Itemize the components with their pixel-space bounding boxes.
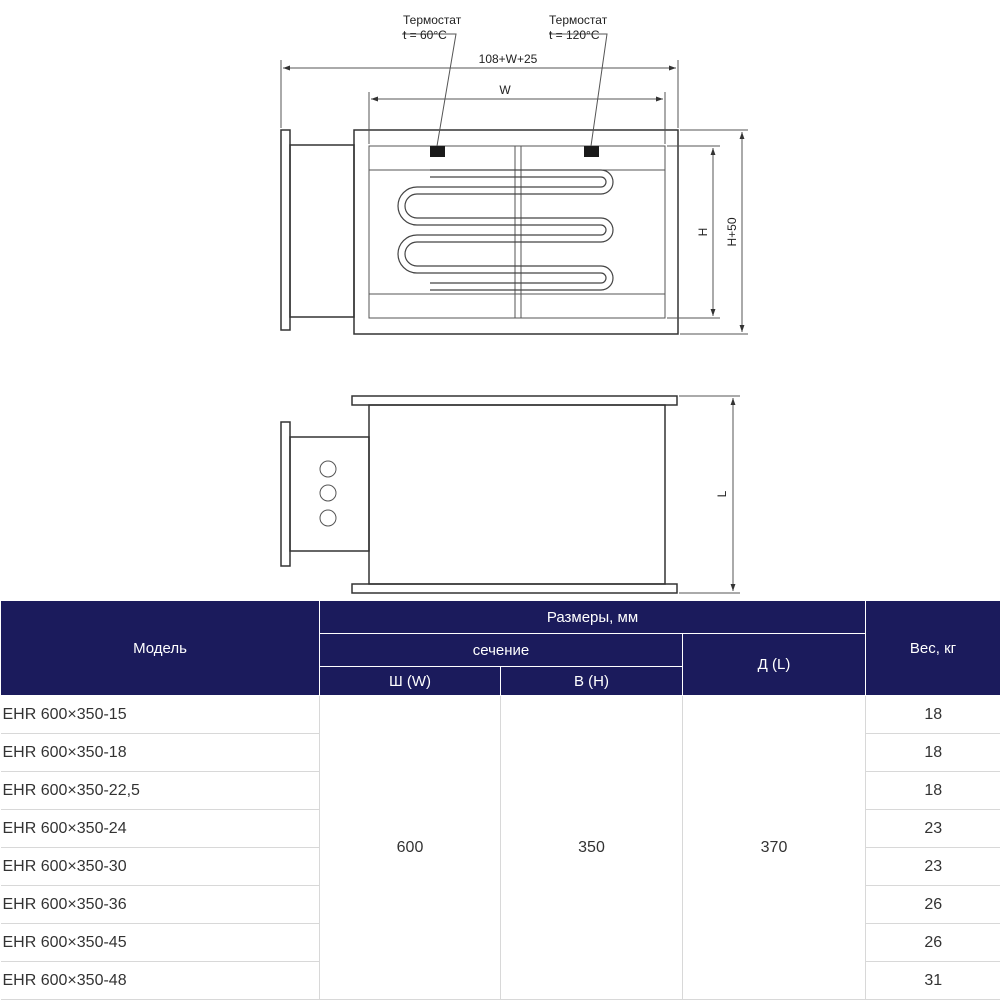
front-housing xyxy=(354,130,678,334)
front-view xyxy=(281,13,748,334)
model-cell: EHR 600×350-18 xyxy=(1,734,320,772)
table-row xyxy=(1,696,1000,734)
model-cell: EHR 600×350-22,5 xyxy=(1,772,320,810)
cable-gland-3-icon xyxy=(320,510,336,526)
weight-cell: 26 xyxy=(866,886,1000,924)
thermostat-2-temp: t = 120°C xyxy=(549,28,600,42)
weight-cell: 23 xyxy=(866,810,1000,848)
cable-gland-1-icon xyxy=(320,461,336,477)
model-cell: EHR 600×350-15 xyxy=(1,696,320,734)
col-height-header: В (Н) xyxy=(501,667,683,696)
col-width-header: Ш (W) xyxy=(320,667,501,696)
spec-table xyxy=(0,600,1000,1000)
model-cell: EHR 600×350-24 xyxy=(1,810,320,848)
side-flange xyxy=(281,422,290,566)
weight-cell: 18 xyxy=(866,734,1000,772)
dim-height-total: H+50 xyxy=(725,217,739,247)
model-cell: EHR 600×350-30 xyxy=(1,848,320,886)
col-model-header: Модель xyxy=(1,601,320,696)
col-length-header: Д (L) xyxy=(683,634,866,696)
cable-gland-2-icon xyxy=(320,485,336,501)
front-flange xyxy=(281,130,290,330)
col-section-header: сечение xyxy=(320,634,683,667)
thermostat-1-label: Термостат xyxy=(403,13,462,27)
model-cell: EHR 600×350-48 xyxy=(1,962,320,1000)
front-inner-frame xyxy=(369,146,665,318)
weight-cell: 31 xyxy=(866,962,1000,1000)
side-terminal-box xyxy=(290,437,369,551)
thermostat-2-icon xyxy=(584,146,599,157)
thermostat-1-temp: t = 60°C xyxy=(403,28,447,42)
weight-cell: 18 xyxy=(866,696,1000,734)
dim-length: L xyxy=(715,490,729,498)
weight-cell: 26 xyxy=(866,924,1000,962)
model-cell: EHR 600×350-45 xyxy=(1,924,320,962)
height-value: 350 xyxy=(501,696,683,1000)
width-value: 600 xyxy=(320,696,501,1000)
col-dimensions-header: Размеры, мм xyxy=(320,601,866,634)
col-weight-header: Вес, кг xyxy=(866,601,1000,696)
weight-cell: 23 xyxy=(866,848,1000,886)
side-body xyxy=(369,405,665,584)
dim-total-width: 108+W+25 xyxy=(478,52,538,66)
thermostat-2-label: Термостат xyxy=(549,13,608,27)
model-cell: EHR 600×350-36 xyxy=(1,886,320,924)
length-value: 370 xyxy=(683,696,866,1000)
front-terminal-box xyxy=(290,145,354,317)
side-bottom-flange xyxy=(352,584,677,593)
dim-height: H xyxy=(696,227,710,237)
heating-coil xyxy=(405,170,613,290)
dim-width: W xyxy=(499,83,511,97)
thermostat-1-icon xyxy=(430,146,445,157)
side-top-flange xyxy=(352,396,677,405)
weight-cell: 18 xyxy=(866,772,1000,810)
side-view xyxy=(281,396,740,593)
